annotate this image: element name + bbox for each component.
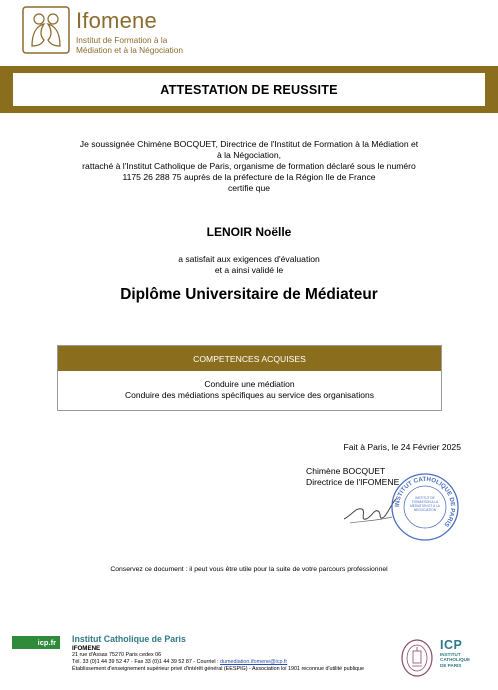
logo-subtitle-line2: Médiation et à la Négociation bbox=[76, 45, 184, 55]
competence-item: Conduire des médiations spécifiques au service des organisations bbox=[124, 390, 374, 400]
intro-line: certifie que bbox=[227, 183, 271, 193]
icp-website-tag: icp.fr bbox=[12, 636, 60, 649]
competences-box bbox=[57, 345, 442, 411]
footer-legal: Établissement d'enseignement supérieur privé d'intérêt général (EESPIG) - Association loi 1901 reconnue d'utilité publique bbox=[72, 666, 364, 673]
competence-item: Conduire une médiation bbox=[204, 379, 295, 389]
result-line: et a ainsi validé le bbox=[214, 265, 284, 275]
intro-paragraph bbox=[0, 139, 498, 194]
logo-name: Ifomene bbox=[76, 8, 157, 33]
intro-line: rattaché à l'Institut Catholique de Paris, organisme de formation déclaré sous le numéro bbox=[82, 161, 416, 171]
icp-logo-line: DE PARIS bbox=[440, 662, 462, 668]
stamp-center-text: INSTITUT DE FORMATION A LA MEDIATION ET A LA NEGOCIATION bbox=[410, 496, 440, 512]
university-seal-icon bbox=[400, 638, 434, 678]
icp-logo bbox=[440, 638, 490, 680]
intro-line: 1175 26 288 75 auprès de la préfecture de la Région Ile de France bbox=[122, 172, 376, 182]
footer-unit: IFOMENE bbox=[72, 645, 101, 652]
institution-stamp bbox=[390, 472, 460, 542]
intro-line: à la Négociation, bbox=[216, 150, 282, 160]
intro-line: Je soussignée Chimène BOCQUET, Directrice de l'Institut de Formation à la Médiation et bbox=[79, 139, 419, 149]
ifomene-logo bbox=[22, 6, 222, 58]
place-date: Fait à Paris, le 24 Février 2025 bbox=[343, 442, 461, 452]
result-line: a satisfait aux exigences d'évaluation bbox=[178, 254, 320, 264]
footer-email-link[interactable]: dumediation.ifomene@icp.fr bbox=[220, 659, 288, 666]
conservation-note: Conservez ce document : il peut vous être utile pour la suite de votre parcours professionnel bbox=[110, 566, 388, 573]
result-statement bbox=[0, 254, 498, 276]
signatory-block bbox=[306, 466, 399, 488]
footer-institution: Institut Catholique de Paris bbox=[72, 634, 186, 644]
recipient-name: LENOIR Noëlle bbox=[206, 225, 292, 239]
icp-logo-line: CATHOLIQUE bbox=[440, 657, 471, 663]
icp-logo-line: INSTITUT bbox=[440, 652, 461, 657]
signatory-name: Chimène BOCQUET bbox=[306, 466, 386, 476]
competences-header: COMPETENCES ACQUISES bbox=[58, 346, 441, 371]
title-banner bbox=[0, 66, 498, 113]
document-title: ATTESTATION DE REUSSITE bbox=[160, 82, 338, 97]
icp-logo-text: ICP bbox=[440, 638, 463, 652]
footer-contact bbox=[72, 634, 402, 674]
competences-list bbox=[58, 379, 441, 401]
footer-phone: Tél. 33 (0)1 44 39 52 47 - Fax 33 (0)1 44 39 52 87 - Courriel : bbox=[72, 659, 221, 666]
faces-logo-icon bbox=[22, 6, 70, 54]
signatory-role: Directrice de l'IFOMENE bbox=[306, 477, 400, 487]
diploma-title: Diplôme Universitaire de Médiateur bbox=[120, 286, 378, 303]
stamp-text: INSTITUT CATHOLIQUE DE PARIS bbox=[393, 475, 457, 528]
logo-subtitle-line1: Institut de Formation à la bbox=[76, 35, 168, 45]
footer-address: 21 rue d'Assas 75270 Paris cedex 06 bbox=[72, 652, 162, 658]
title-box bbox=[13, 73, 485, 106]
